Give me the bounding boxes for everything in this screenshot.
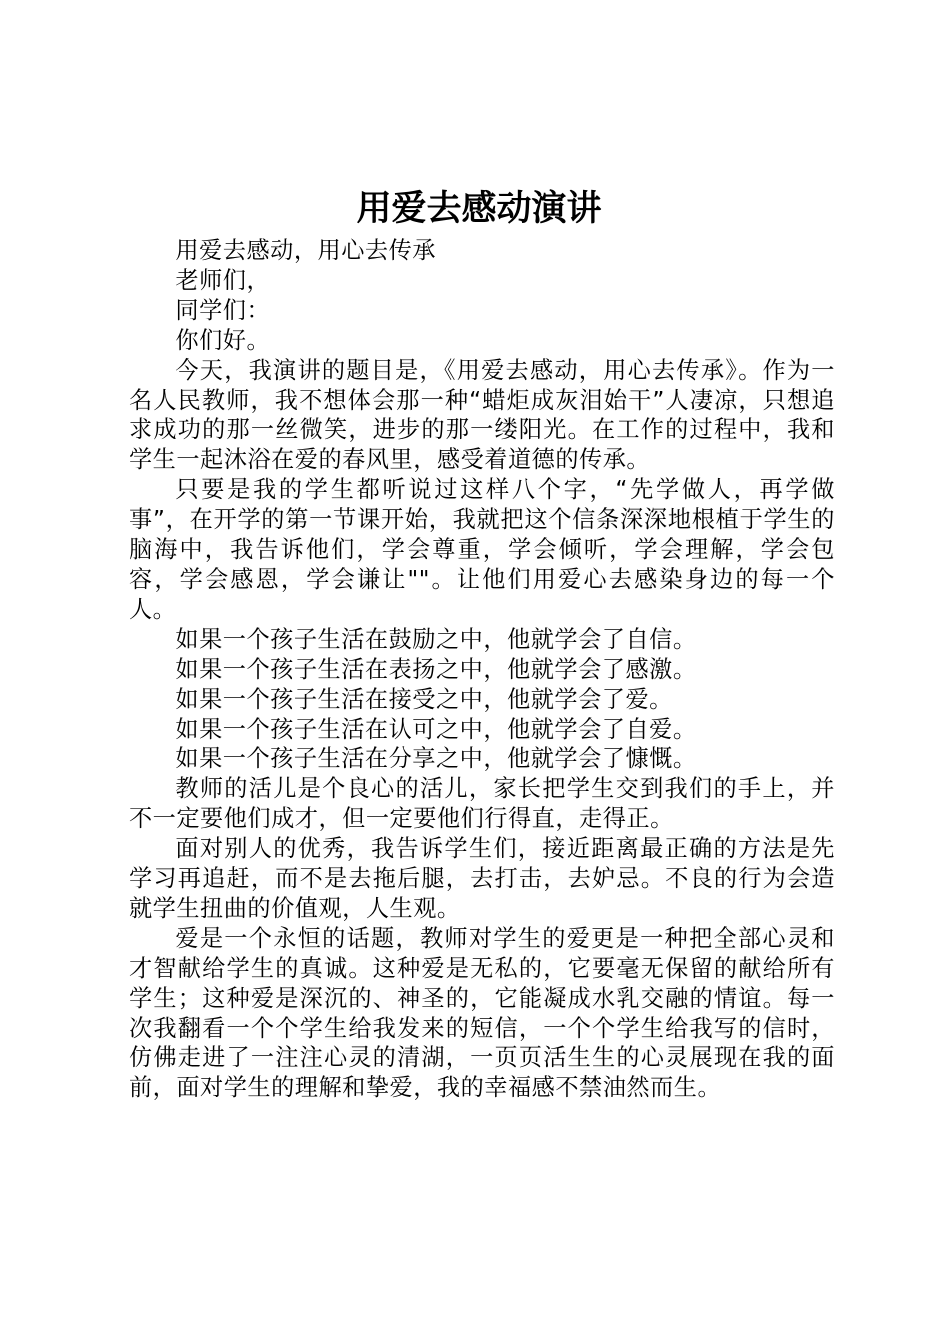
paragraph: 只要是我的学生都听说过这样八个字，“先学做人，再学做事”，在开学的第一节课开始，我就把这个信条深深地根植于学生的脑海中，我告诉他们，学会尊重，学会倾听，学会理解，学会包容，学会感恩，学会谦让""。让他们用爱心去感染身边的每一个人。 [129, 476, 835, 623]
paragraph: 你们好。 [175, 326, 271, 354]
paragraph: 爱是一个永恒的话题，教师对学生的爱更是一种把全部心灵和才智献给学生的真诚。这种爱是无私的，它要毫无保留的献给所有学生；这种爱是深沉的、神圣的，它能凝成水乳交融的情谊。每一次我翻看一个个学生给我发来的短信，一个个学生给我写的信时，仿佛走进了一注注心灵的清湖，一页页活生生的心灵展现在我的面前，面对学生的理解和挚爱，我的幸福感不禁油然而生。 [129, 924, 835, 1102]
document-body [129, 236, 835, 1103]
paragraph: 如果一个孩子生活在鼓励之中，他就学会了自信。 [175, 625, 697, 653]
paragraph: 今天，我演讲的题目是，《用爱去感动，用心去传承》。作为一名人民教师，我不想体会那一种“蜡炬成灰泪始干”人凄凉，只想追求成功的那一丝微笑，进步的那一缕阳光。在工作的过程中，我和学生一起沐浴在爱的春风里，感受着道德的传承。 [129, 356, 835, 474]
paragraph: 如果一个孩子生活在分享之中，他就学会了慷慨。 [175, 745, 697, 773]
paragraph: 用爱去感动，用心去传承 [175, 237, 436, 264]
paragraph: 面对别人的优秀，我告诉学生们，接近距离最正确的方法是先学习再追赶，而不是去拖后腿，去打击，去妒忌。不良的行为会造就学生扭曲的价值观，人生观。 [129, 835, 835, 922]
paragraph: 如果一个孩子生活在认可之中，他就学会了自爱。 [175, 715, 697, 743]
paragraph: 如果一个孩子生活在表扬之中，他就学会了感激。 [175, 655, 697, 683]
paragraph: 教师的活儿是个良心的活儿，家长把学生交到我们的手上，并不一定要他们成才，但一定要他们行得直，走得正。 [129, 775, 835, 833]
document-title: 用爱去感动演讲 [356, 188, 602, 229]
paragraph: 老师们， [175, 266, 271, 294]
paragraph: 同学们： [175, 296, 271, 324]
paragraph: 如果一个孩子生活在接受之中，他就学会了爱。 [175, 685, 673, 713]
